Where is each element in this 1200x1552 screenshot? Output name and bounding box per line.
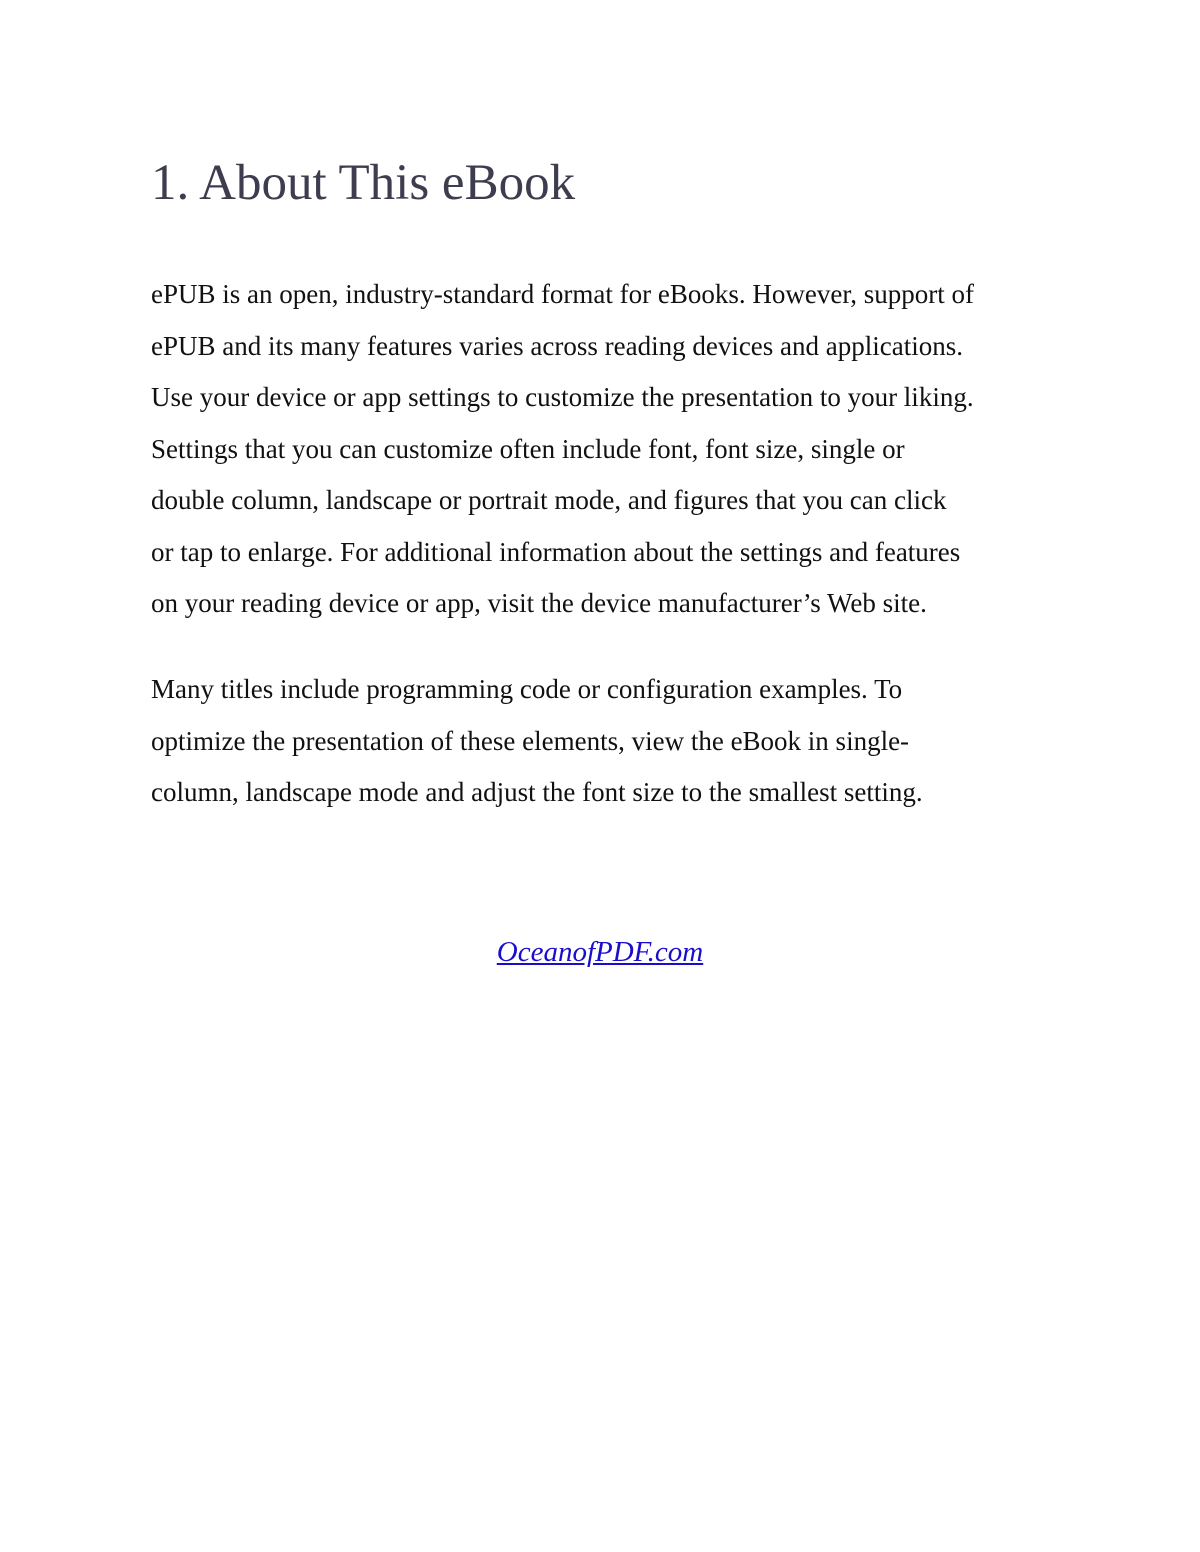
- paragraph-line: Use your device or app settings to customize the presentation to your liking.: [151, 382, 974, 412]
- paragraph-line: Many titles include programming code or configuration examples. To: [151, 674, 903, 704]
- oceanofpdf-link[interactable]: OceanofPDF.com: [496, 936, 704, 968]
- paragraph-line: or tap to enlarge. For additional information about the settings and features: [151, 536, 961, 567]
- paragraph-line: Settings that you can customize often include font, font size, single or: [151, 433, 905, 464]
- paragraph-line: optimize the presentation of these elements, view the eBook in single-: [151, 725, 910, 756]
- footer-link-container: [0, 930, 1200, 974]
- paragraph-line: double column, landscape or portrait mode, and figures that you can click: [151, 485, 947, 515]
- paragraph-line: column, landscape mode and adjust the font size to the smallest setting.: [151, 777, 923, 807]
- paragraph-line: ePUB is an open, industry-standard format for eBooks. However, support of: [151, 279, 975, 309]
- chapter-title: 1. About This eBook: [151, 155, 576, 211]
- paragraph-code-examples: [151, 664, 1071, 819]
- paragraph-line: on your reading device or app, visit the device manufacturer’s Web site.: [151, 588, 927, 618]
- paragraph-line: ePUB and its many features varies across reading devices and applications.: [151, 330, 963, 361]
- paragraph-epub-info: [151, 269, 1071, 630]
